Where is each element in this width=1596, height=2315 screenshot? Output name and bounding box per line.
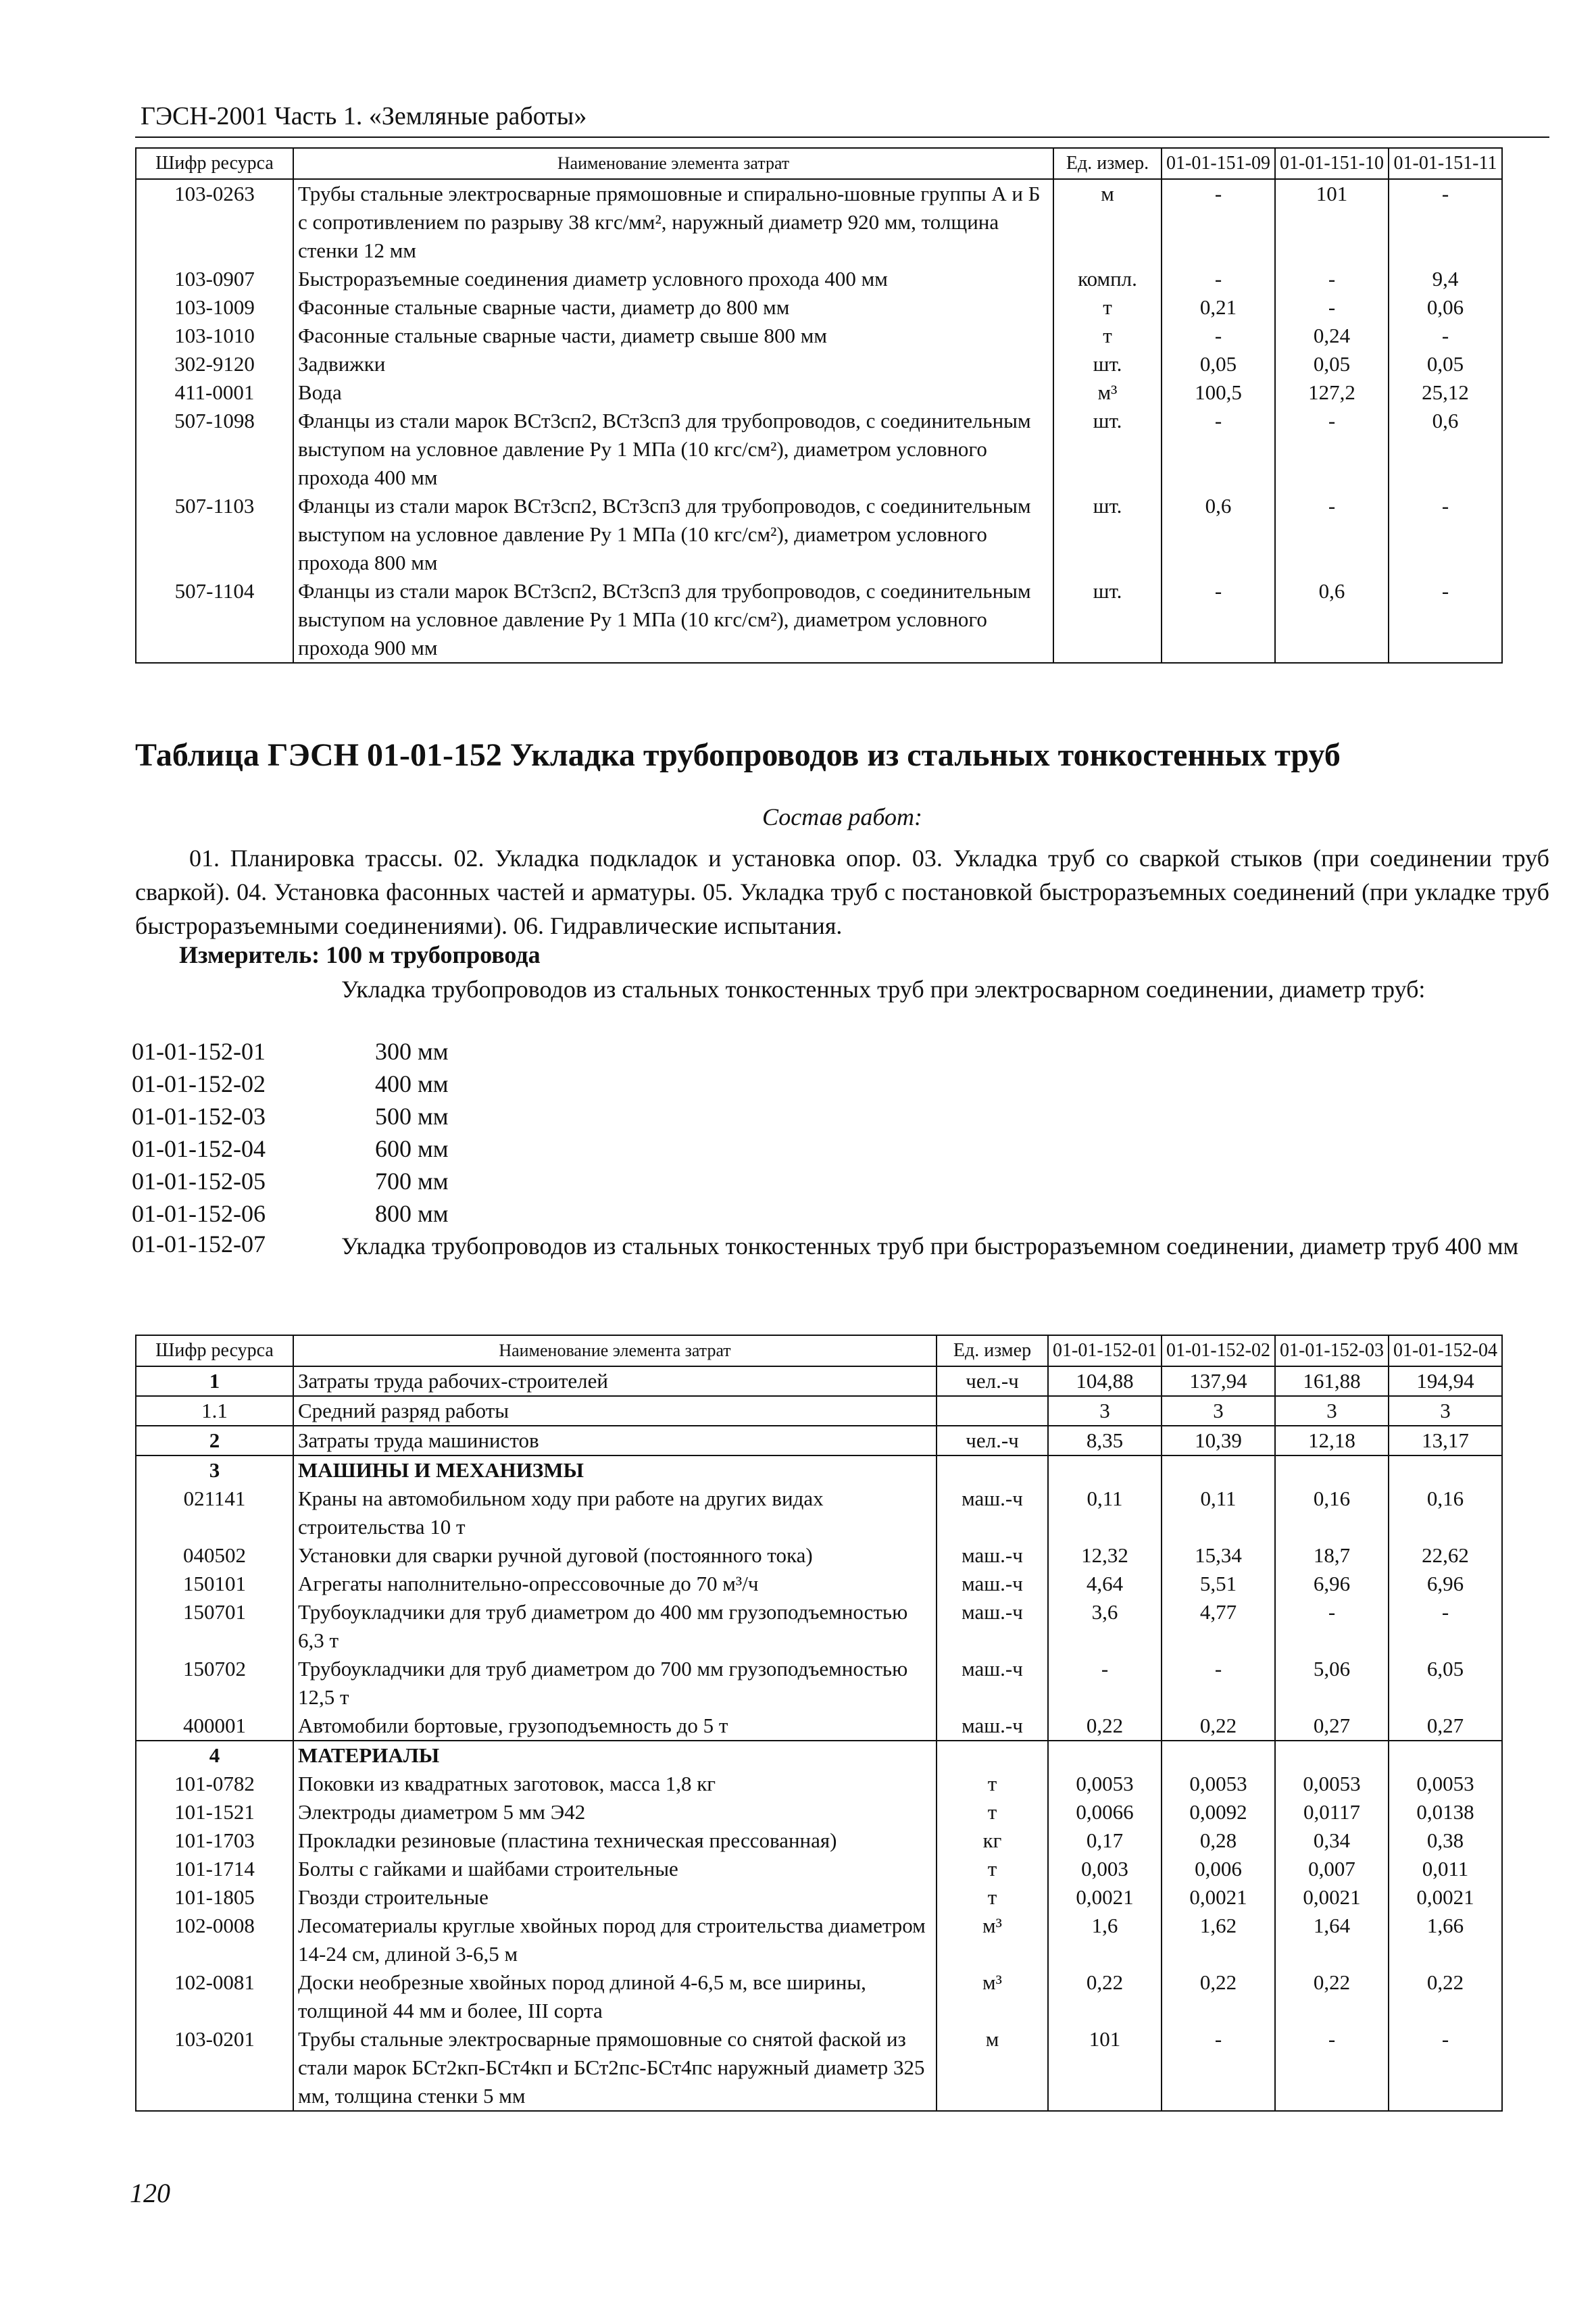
norm-description-electrowelded: Укладка трубопроводов из стальных тонкостенных труб при электросварном соединении, диаметр труб: — [341, 976, 1426, 1003]
table-row — [136, 1455, 1502, 1485]
pipe-diameter: 700 мм — [375, 1168, 449, 1195]
value-151-10: - — [1275, 492, 1389, 577]
value-151-11: - — [1389, 179, 1502, 265]
col-header-v2: 01-01-151-10 — [1275, 148, 1389, 179]
unit: маш.-ч — [937, 1570, 1048, 1598]
resource-code: 507-1103 — [136, 492, 293, 577]
page-number: 120 — [130, 2178, 170, 2208]
value-152-04 — [1389, 1455, 1502, 1485]
resource-code: 102-0081 — [136, 1968, 293, 2025]
resource-name: Автомобили бортовые, грузоподъемность до 5 т — [293, 1712, 937, 1741]
resource-name: Установки для сварки ручной дуговой (постоянного тока) — [293, 1541, 937, 1570]
resource-name: Фланцы из стали марок ВСт3сп2, ВСт3сп3 для трубопроводов, с соединительным выступом на условное давление Ру 1 МПа (10 кгс/см²), диаметром условного прохода 400 мм — [293, 407, 1053, 492]
col-header-code: Шифр ресурса — [136, 148, 293, 179]
value-152-02: 15,34 — [1162, 1541, 1275, 1570]
value-152-02: - — [1162, 2025, 1275, 2111]
resource-name: Затраты труда рабочих-строителей — [293, 1366, 937, 1396]
value-152-01: 12,32 — [1048, 1541, 1162, 1570]
norm-description-quick-connect: Укладка трубопроводов из стальных тонкостенных труб при быстроразъемном соединении, диаметр труб 400 мм — [341, 1233, 1519, 1260]
value-152-01: 3,6 — [1048, 1598, 1162, 1655]
unit: т — [937, 1770, 1048, 1798]
value-152-03: 6,96 — [1275, 1570, 1389, 1598]
table-row — [136, 1968, 1502, 2025]
value-151-09: - — [1162, 265, 1275, 293]
resource-code: 150702 — [136, 1655, 293, 1712]
value-152-03: 0,0117 — [1275, 1798, 1389, 1826]
value-152-02 — [1162, 1455, 1275, 1485]
value-152-01 — [1048, 1741, 1162, 1770]
table-row — [136, 1741, 1502, 1770]
value-151-10: 101 — [1275, 179, 1389, 265]
resource-name: Поковки из квадратных заготовок, масса 1,8 кг — [293, 1770, 937, 1798]
resource-name: Средний разряд работы — [293, 1396, 937, 1426]
resource-code: 400001 — [136, 1712, 293, 1741]
value-152-04: 0,22 — [1389, 1968, 1502, 2025]
resource-code: 021141 — [136, 1485, 293, 1541]
value-152-03: 0,16 — [1275, 1485, 1389, 1541]
pipe-diameter: 800 мм — [375, 1200, 449, 1227]
col-header-unit: Ед. измер. — [1053, 148, 1162, 179]
table-row — [136, 1770, 1502, 1798]
unit: чел.-ч — [937, 1366, 1048, 1396]
running-header: ГЭСН-2001 Часть 1. «Земляные работы» — [141, 102, 587, 130]
unit: т — [937, 1855, 1048, 1883]
norm-code: 01-01-152-05 — [132, 1168, 266, 1195]
unit: маш.-ч — [937, 1655, 1048, 1712]
value-151-10: 0,24 — [1275, 322, 1389, 350]
unit: маш.-ч — [937, 1598, 1048, 1655]
resource-code: 507-1098 — [136, 407, 293, 492]
table-row — [136, 1855, 1502, 1883]
value-151-10: 0,05 — [1275, 350, 1389, 378]
table-row — [136, 577, 1502, 663]
resource-name: Электроды диаметром 5 мм Э42 — [293, 1798, 937, 1826]
value-151-10: - — [1275, 407, 1389, 492]
resource-code: 101-1521 — [136, 1798, 293, 1826]
table-row — [136, 1798, 1502, 1826]
unit: м³ — [937, 1912, 1048, 1968]
table-body — [136, 1366, 1502, 2111]
col-header-v2: 01-01-152-02 — [1162, 1335, 1275, 1366]
unit: маш.-ч — [937, 1485, 1048, 1541]
value-152-01: 0,003 — [1048, 1855, 1162, 1883]
value-152-01: 8,35 — [1048, 1426, 1162, 1455]
value-151-09: 100,5 — [1162, 378, 1275, 407]
header-rule — [135, 136, 1549, 138]
value-152-04: 0,011 — [1389, 1855, 1502, 1883]
resource-code: 101-0782 — [136, 1770, 293, 1798]
value-152-03: 3 — [1275, 1396, 1389, 1426]
resource-name: Фасонные стальные сварные части, диаметр свыше 800 мм — [293, 322, 1053, 350]
unit: шт. — [1053, 577, 1162, 663]
col-header-unit: Ед. измер — [937, 1335, 1048, 1366]
value-152-04: 194,94 — [1389, 1366, 1502, 1396]
unit: шт. — [1053, 492, 1162, 577]
col-header-v4: 01-01-152-04 — [1389, 1335, 1502, 1366]
table-row — [136, 350, 1502, 378]
table-row — [136, 1396, 1502, 1426]
value-151-09: 0,6 — [1162, 492, 1275, 577]
value-152-03: - — [1275, 2025, 1389, 2111]
table-body — [136, 179, 1502, 663]
value-152-01: 0,0021 — [1048, 1883, 1162, 1912]
value-152-04: 0,0138 — [1389, 1798, 1502, 1826]
unit: м³ — [1053, 378, 1162, 407]
unit: м — [937, 2025, 1048, 2111]
value-151-09: - — [1162, 577, 1275, 663]
resource-code: 150101 — [136, 1570, 293, 1598]
pipe-diameter: 600 мм — [375, 1135, 449, 1162]
value-152-04: 1,66 — [1389, 1912, 1502, 1968]
value-152-03: 5,06 — [1275, 1655, 1389, 1712]
value-152-01: 0,17 — [1048, 1826, 1162, 1855]
resource-name: Прокладки резиновые (пластина техническая прессованная) — [293, 1826, 937, 1855]
value-151-09: 0,05 — [1162, 350, 1275, 378]
value-152-03: 18,7 — [1275, 1541, 1389, 1570]
resource-code: 507-1104 — [136, 577, 293, 663]
col-header-v1: 01-01-151-09 — [1162, 148, 1275, 179]
resource-code: 101-1714 — [136, 1855, 293, 1883]
section-title: Таблица ГЭСН 01-01-152 Укладка трубопроводов из стальных тонкостенных труб — [135, 737, 1341, 773]
value-152-01: 0,0053 — [1048, 1770, 1162, 1798]
value-151-11: 0,06 — [1389, 293, 1502, 322]
value-151-11: 25,12 — [1389, 378, 1502, 407]
value-152-02: 10,39 — [1162, 1426, 1275, 1455]
col-header-name: Наименование элемента затрат — [293, 148, 1053, 179]
value-151-11: - — [1389, 492, 1502, 577]
table-row — [136, 492, 1502, 577]
table-row — [136, 378, 1502, 407]
resource-name: Фланцы из стали марок ВСт3сп2, ВСт3сп3 для трубопроводов, с соединительным выступом на условное давление Ру 1 МПа (10 кгс/см²), диаметром условного прохода 900 мм — [293, 577, 1053, 663]
unit: шт. — [1053, 350, 1162, 378]
norm-code: 01-01-152-04 — [132, 1135, 266, 1162]
value-152-01: - — [1048, 1655, 1162, 1712]
value-152-03: 0,27 — [1275, 1712, 1389, 1741]
resource-name: Гвозди строительные — [293, 1883, 937, 1912]
resource-name: Фасонные стальные сварные части, диаметр до 800 мм — [293, 293, 1053, 322]
resource-name: Трубоукладчики для труб диаметром до 400 мм грузоподъемностью 6,3 т — [293, 1598, 937, 1655]
col-header-name: Наименование элемента затрат — [293, 1335, 937, 1366]
resource-name: МАТЕРИАЛЫ — [293, 1741, 937, 1770]
value-152-04: 0,38 — [1389, 1826, 1502, 1855]
value-152-04: - — [1389, 2025, 1502, 2111]
pipe-diameter: 500 мм — [375, 1103, 449, 1130]
unit: м — [1053, 179, 1162, 265]
value-152-02 — [1162, 1741, 1275, 1770]
table-row — [136, 1485, 1502, 1541]
resource-name: Трубы стальные электросварные прямошовные со снятой фаской из стали марок БСт2кп-БСт4кп и БСт2пс-БСт4пс наружный диаметр 325 мм, толщина стенки 5 мм — [293, 2025, 937, 2111]
table-row — [136, 293, 1502, 322]
value-152-03: 0,0053 — [1275, 1770, 1389, 1798]
value-152-03: 0,34 — [1275, 1826, 1389, 1855]
value-151-09: - — [1162, 407, 1275, 492]
unit — [937, 1396, 1048, 1426]
resource-name: Фланцы из стали марок ВСт3сп2, ВСт3сп3 для трубопроводов, с соединительным выступом на условное давление Ру 1 МПа (10 кгс/см²), диаметром условного прохода 800 мм — [293, 492, 1053, 577]
value-152-02: 3 — [1162, 1396, 1275, 1426]
resource-name: Затраты труда машинистов — [293, 1426, 937, 1455]
works-label: Состав работ: — [762, 803, 922, 830]
value-152-04: 3 — [1389, 1396, 1502, 1426]
table-row — [136, 1826, 1502, 1855]
value-152-03: 0,22 — [1275, 1968, 1389, 2025]
resource-code: 302-9120 — [136, 350, 293, 378]
unit: кг — [937, 1826, 1048, 1855]
pipe-diameter: 300 мм — [375, 1038, 449, 1065]
resource-name: Агрегаты наполнительно-опрессовочные до 70 м³/ч — [293, 1570, 937, 1598]
table-header-row — [136, 148, 1502, 179]
table-row — [136, 1598, 1502, 1655]
resource-table-151 — [135, 147, 1503, 664]
resource-code: 040502 — [136, 1541, 293, 1570]
resource-name: Болты с гайками и шайбами строительные — [293, 1855, 937, 1883]
resource-name: Быстроразъемные соединения диаметр условного прохода 400 мм — [293, 265, 1053, 293]
table-row — [136, 1426, 1502, 1455]
pipe-diameter: 400 мм — [375, 1070, 449, 1097]
value-151-09: 0,21 — [1162, 293, 1275, 322]
value-151-10: 127,2 — [1275, 378, 1389, 407]
value-152-03: 12,18 — [1275, 1426, 1389, 1455]
resource-name: МАШИНЫ И МЕХАНИЗМЫ — [293, 1455, 937, 1485]
table-row — [136, 265, 1502, 293]
value-152-04: 6,05 — [1389, 1655, 1502, 1712]
norm-code: 01-01-152-01 — [132, 1038, 266, 1065]
value-151-11: 0,6 — [1389, 407, 1502, 492]
resource-name: Доски необрезные хвойных пород длиной 4-6,5 м, все ширины, толщиной 44 мм и более, III сорта — [293, 1968, 937, 2025]
value-152-04: 0,16 — [1389, 1485, 1502, 1541]
value-152-04: 13,17 — [1389, 1426, 1502, 1455]
resource-code: 101-1703 — [136, 1826, 293, 1855]
value-151-10: 0,6 — [1275, 577, 1389, 663]
resource-name: Задвижки — [293, 350, 1053, 378]
resource-code: 1.1 — [136, 1396, 293, 1426]
value-152-02: 0,0053 — [1162, 1770, 1275, 1798]
value-152-02: 1,62 — [1162, 1912, 1275, 1968]
table-row — [136, 1655, 1502, 1712]
value-152-03 — [1275, 1455, 1389, 1485]
value-151-10: - — [1275, 293, 1389, 322]
value-152-02: 0,0021 — [1162, 1883, 1275, 1912]
value-152-01 — [1048, 1455, 1162, 1485]
value-152-03 — [1275, 1741, 1389, 1770]
unit: т — [1053, 293, 1162, 322]
value-152-03: 0,0021 — [1275, 1883, 1389, 1912]
value-152-02: 5,51 — [1162, 1570, 1275, 1598]
value-152-02: 0,006 — [1162, 1855, 1275, 1883]
unit: шт. — [1053, 407, 1162, 492]
resource-name: Краны на автомобильном ходу при работе на других видах строительства 10 т — [293, 1485, 937, 1541]
norm-code: 01-01-152-03 — [132, 1103, 266, 1130]
value-152-04: 22,62 — [1389, 1541, 1502, 1570]
value-152-01: 0,22 — [1048, 1968, 1162, 2025]
value-152-01: 3 — [1048, 1396, 1162, 1426]
value-152-02: - — [1162, 1655, 1275, 1712]
value-151-11: 0,05 — [1389, 350, 1502, 378]
unit: маш.-ч — [937, 1541, 1048, 1570]
table-row — [136, 407, 1502, 492]
unit: маш.-ч — [937, 1712, 1048, 1741]
value-152-01: 101 — [1048, 2025, 1162, 2111]
resource-code: 103-0263 — [136, 179, 293, 265]
resource-code: 103-0201 — [136, 2025, 293, 2111]
col-header-v3: 01-01-152-03 — [1275, 1335, 1389, 1366]
table-row — [136, 1712, 1502, 1741]
resource-name: Трубоукладчики для труб диаметром до 700 мм грузоподъемностью 12,5 т — [293, 1655, 937, 1712]
unit — [937, 1741, 1048, 1770]
works-description: 01. Планировка трассы. 02. Укладка подкладок и установка опор. 03. Укладка труб со сваркой стыков (при соединении труб сваркой). 04. Установка фасонных частей и арматуры. 05. Укладка труб с постановкой быстроразъемных соединений (при укладке труб быстроразъемными соединениями). 06. Гидравлические испытания. — [135, 845, 1549, 939]
resource-code: 411-0001 — [136, 378, 293, 407]
value-151-09: - — [1162, 322, 1275, 350]
measure-unit: Измеритель: 100 м трубопровода — [179, 941, 541, 968]
value-152-03: - — [1275, 1598, 1389, 1655]
value-151-11: - — [1389, 577, 1502, 663]
value-152-03: 1,64 — [1275, 1912, 1389, 1968]
norm-code: 01-01-152-02 — [132, 1070, 266, 1097]
value-152-02: 0,22 — [1162, 1712, 1275, 1741]
value-152-04: 6,96 — [1389, 1570, 1502, 1598]
col-header-code: Шифр ресурса — [136, 1335, 293, 1366]
unit: м³ — [937, 1968, 1048, 2025]
value-152-01: 4,64 — [1048, 1570, 1162, 1598]
value-152-04: 0,0021 — [1389, 1883, 1502, 1912]
value-152-01: 0,0066 — [1048, 1798, 1162, 1826]
unit: чел.-ч — [937, 1426, 1048, 1455]
table-row — [136, 1883, 1502, 1912]
unit — [937, 1455, 1048, 1485]
col-header-v1: 01-01-152-01 — [1048, 1335, 1162, 1366]
value-152-04: 0,27 — [1389, 1712, 1502, 1741]
value-152-02: 4,77 — [1162, 1598, 1275, 1655]
col-header-v3: 01-01-151-11 — [1389, 148, 1502, 179]
value-152-02: 0,0092 — [1162, 1798, 1275, 1826]
table-row — [136, 1366, 1502, 1396]
value-152-03: 161,88 — [1275, 1366, 1389, 1396]
resource-code: 1 — [136, 1366, 293, 1396]
resource-code: 103-1009 — [136, 293, 293, 322]
resource-name: Лесоматериалы круглые хвойных пород для строительства диаметром 14-24 см, длиной 3-6,5 м — [293, 1912, 937, 1968]
table-row — [136, 322, 1502, 350]
resource-code: 103-0907 — [136, 265, 293, 293]
table-row — [136, 2025, 1502, 2111]
value-152-02: 137,94 — [1162, 1366, 1275, 1396]
value-151-10: - — [1275, 265, 1389, 293]
unit: компл. — [1053, 265, 1162, 293]
value-152-02: 0,28 — [1162, 1826, 1275, 1855]
unit: т — [937, 1798, 1048, 1826]
table-row — [136, 1570, 1502, 1598]
value-152-02: 0,11 — [1162, 1485, 1275, 1541]
resource-name: Вода — [293, 378, 1053, 407]
norm-code: 01-01-152-07 — [132, 1230, 266, 1258]
value-152-01: 1,6 — [1048, 1912, 1162, 1968]
table-row — [136, 1541, 1502, 1570]
norm-code: 01-01-152-06 — [132, 1200, 266, 1227]
value-151-09: - — [1162, 179, 1275, 265]
table-header-row — [136, 1335, 1502, 1366]
resource-code: 102-0008 — [136, 1912, 293, 1968]
value-152-04: - — [1389, 1598, 1502, 1655]
unit: т — [937, 1883, 1048, 1912]
resource-code: 2 — [136, 1426, 293, 1455]
resource-code: 150701 — [136, 1598, 293, 1655]
resource-code: 101-1805 — [136, 1883, 293, 1912]
resource-name: Трубы стальные электросварные прямошовные и спирально-шовные группы А и Б с сопротивлением по разрыву 38 кгс/мм², наружный диаметр 920 мм, толщина стенки 12 мм — [293, 179, 1053, 265]
table-row — [136, 1912, 1502, 1968]
value-152-04 — [1389, 1741, 1502, 1770]
resource-code: 4 — [136, 1741, 293, 1770]
value-151-11: 9,4 — [1389, 265, 1502, 293]
value-152-01: 0,11 — [1048, 1485, 1162, 1541]
value-151-11: - — [1389, 322, 1502, 350]
value-152-04: 0,0053 — [1389, 1770, 1502, 1798]
unit: т — [1053, 322, 1162, 350]
resource-table-152 — [135, 1335, 1503, 2112]
value-152-03: 0,007 — [1275, 1855, 1389, 1883]
value-152-01: 0,22 — [1048, 1712, 1162, 1741]
resource-code: 3 — [136, 1455, 293, 1485]
value-152-01: 104,88 — [1048, 1366, 1162, 1396]
table-row — [136, 179, 1502, 265]
resource-code: 103-1010 — [136, 322, 293, 350]
value-152-02: 0,22 — [1162, 1968, 1275, 2025]
